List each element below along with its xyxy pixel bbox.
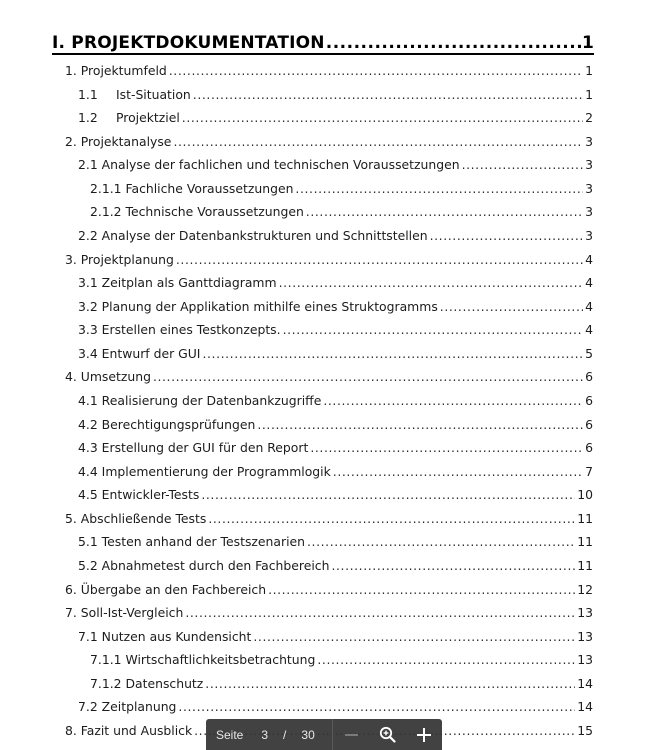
toc-entry-page: 3	[585, 204, 593, 220]
toc-entry[interactable]	[78, 224, 593, 248]
toc-entry-page: 1	[585, 86, 593, 102]
toc-entry[interactable]	[78, 271, 593, 295]
minus-icon	[345, 734, 358, 736]
toc-entry-title: Soll-Ist-Vergleich	[80, 605, 184, 621]
toc-entry-number: 7.	[65, 605, 77, 621]
dot-leader	[169, 59, 583, 83]
toc-entry[interactable]	[90, 672, 593, 696]
toc-entry-number: 2.2	[78, 227, 98, 243]
toc-entry-title: Projektplanung	[80, 251, 174, 267]
toc-entry-number: 4.5	[78, 487, 98, 503]
toc-entry-title: Nutzen aus Kundensicht	[101, 628, 252, 644]
toc-entry-number: 4.1	[78, 392, 98, 408]
dot-leader	[310, 436, 583, 460]
toc-entry-number: 6.	[65, 581, 77, 597]
zoom-out-button[interactable]	[336, 723, 366, 747]
toc-entry-number: 1.2	[78, 110, 98, 126]
toc-entry-page: 14	[577, 699, 593, 715]
toc-entry-number: 7.1	[78, 628, 98, 644]
toc-entry[interactable]	[78, 530, 593, 554]
magnifier-plus-icon	[379, 726, 396, 743]
toc-heading-page: 1	[581, 33, 594, 53]
toc-entry-page: 1	[585, 63, 593, 78]
toc-entry-page: 13	[577, 652, 593, 668]
toc-entry-title: Zeitplan als Ganttdiagramm	[101, 275, 277, 291]
toc-entry-number: 3.1	[78, 275, 98, 291]
toc-entry-title: Wirtschaftlichkeitsbetrachtung	[125, 652, 316, 668]
toc-entry-title: Erstellen eines Testkonzepts.	[101, 322, 281, 338]
toc-entry-page: 4	[585, 322, 593, 338]
toc-entry-number: 4.4	[78, 463, 98, 479]
toc-entry-number: 3.2	[78, 298, 98, 314]
pdf-viewer-toolbar	[206, 719, 442, 750]
toc-entry-page: 13	[577, 628, 593, 644]
toc-entry[interactable]	[65, 130, 593, 154]
toc-entry-title: Testen anhand der Testszenarien	[101, 534, 305, 550]
toc-entry[interactable]	[78, 436, 593, 460]
toc-entry-page: 6	[585, 392, 593, 408]
toc-entry[interactable]	[90, 648, 593, 672]
dot-leader	[176, 248, 583, 272]
toc-entry[interactable]	[78, 554, 593, 578]
toc-entry[interactable]	[78, 106, 593, 130]
toc-entry-title: Analyse der Datenbankstrukturen und Schnittstellen	[101, 227, 428, 243]
toc-entry-title: Planung der Applikation mithilfe eines Struktogramms	[101, 298, 438, 314]
toc-entry-number: 4.2	[78, 416, 98, 432]
dot-leader	[295, 177, 583, 201]
toc-entry[interactable]	[65, 578, 593, 602]
toc-entry[interactable]	[78, 695, 593, 719]
dot-leader	[185, 601, 575, 625]
dot-leader	[201, 483, 575, 507]
toc-entry-number: 5.2	[78, 557, 98, 573]
toc-entry-page: 14	[577, 675, 593, 691]
toc-entry-number: 7.2	[78, 699, 98, 715]
toc-entry-number: 2.1.2	[90, 204, 122, 220]
toc-entry[interactable]	[78, 83, 593, 107]
dot-leader	[333, 460, 583, 484]
dot-leader	[440, 295, 583, 319]
toc-entry-number: 3.4	[78, 345, 98, 361]
toc-entry-page: 13	[577, 605, 593, 621]
current-page-input[interactable]: 3	[261, 727, 269, 742]
toc-entry-page: 4	[585, 298, 593, 314]
toc-entry-page: 11	[577, 557, 593, 573]
toc-entry[interactable]	[90, 177, 593, 201]
page-indicator	[206, 719, 333, 750]
toc-entry-title: Implementierung der Programmlogik	[101, 463, 331, 479]
toc-entry[interactable]	[78, 295, 593, 319]
toc-entry-page: 6	[585, 369, 593, 385]
total-pages: 30	[301, 727, 315, 742]
dot-leader	[306, 200, 583, 224]
toc-entry-number: 2.1	[78, 157, 98, 173]
toc-entry-title: Entwickler-Tests	[101, 487, 200, 503]
toc-entry[interactable]	[78, 342, 593, 366]
toc-entry-page: 3	[585, 133, 593, 149]
toc-entry-number: 7.1.1	[90, 652, 122, 668]
toc-entry[interactable]	[78, 389, 593, 413]
toc-entry-title: Datenschutz	[125, 675, 204, 691]
dot-leader	[462, 153, 584, 177]
dot-leader	[208, 507, 575, 531]
toc-entry[interactable]	[65, 365, 593, 389]
toc-entry[interactable]	[78, 413, 593, 437]
dot-leader	[283, 318, 584, 342]
dot-leader	[202, 342, 583, 366]
dot-leader	[326, 33, 581, 53]
toc-entry[interactable]	[65, 248, 593, 272]
toc-entry-title: Erstellung der GUI für den Report	[101, 440, 309, 456]
toc-entry[interactable]	[65, 59, 593, 83]
dot-leader	[205, 672, 575, 696]
toc-entry-number: 2.1.1	[90, 180, 122, 196]
page-separator: /	[283, 727, 287, 742]
dot-leader	[323, 389, 583, 413]
toc-entry-page: 10	[577, 487, 593, 503]
toc-entry-page: 3	[585, 157, 593, 173]
dot-leader	[331, 554, 575, 578]
dot-leader	[193, 83, 583, 107]
toc-entry-title: Realisierung der Datenbankzugriffe	[101, 392, 322, 408]
toc-entry[interactable]	[65, 507, 593, 531]
zoom-controls	[333, 719, 442, 750]
toc-entry-title: Projektumfeld	[80, 63, 167, 78]
dot-leader	[253, 625, 575, 649]
toc-entry-title: Projektziel	[116, 110, 180, 126]
toc-entry[interactable]	[78, 625, 593, 649]
toc-entry-page: 4	[585, 275, 593, 291]
toc-entry-page: 15	[577, 722, 593, 738]
toc-entry-page: 6	[585, 416, 593, 432]
toc-entry-number: 4.	[65, 369, 77, 385]
dot-leader	[182, 106, 583, 130]
toc-entry[interactable]	[78, 460, 593, 484]
toc-entry[interactable]	[78, 318, 593, 342]
toc-entry-number: 1.1	[78, 86, 98, 102]
toc-entry-number: 4.3	[78, 440, 98, 456]
toc-entry-title: Zeitplanung	[101, 699, 177, 715]
dot-leader	[430, 224, 584, 248]
dot-leader	[257, 413, 583, 437]
toc-entry-number: 3.	[65, 251, 77, 267]
toc-entry-number: 3.3	[78, 322, 98, 338]
toc-entry-title: Fazit und Ausblick	[80, 722, 193, 738]
toc-entry-page: 11	[577, 534, 593, 550]
toc-entry[interactable]	[65, 601, 593, 625]
toc-entry-title: Ist-Situation	[116, 86, 191, 102]
toc-entry-title: Fachliche Voraussetzungen	[125, 180, 294, 196]
toc-entry[interactable]	[78, 153, 593, 177]
toc-entry-page: 12	[577, 581, 593, 597]
toc-entry-title: Abnahmetest durch den Fachbereich	[101, 557, 330, 573]
toc-entry-number: 1.	[65, 63, 77, 78]
toc-entry[interactable]	[90, 200, 593, 224]
dot-leader	[307, 530, 575, 554]
toc-entry-page: 3	[585, 227, 593, 243]
toc-entry-page: 6	[585, 440, 593, 456]
dot-leader	[173, 130, 583, 154]
toc-entry-title: Projektanalyse	[80, 133, 172, 149]
toc-entry-page: 5	[585, 345, 593, 361]
toc-entry[interactable]	[78, 483, 593, 507]
dot-leader	[178, 695, 575, 719]
toc-entry-number: 5.1	[78, 534, 98, 550]
toc-entry-title: Übergabe an den Fachbereich	[80, 581, 267, 597]
toc-entry-title: Entwurf der GUI	[101, 345, 201, 361]
dot-leader	[317, 648, 575, 672]
toc-heading[interactable]	[52, 31, 594, 55]
toc-heading-title: I. PROJEKTDOKUMENTATION	[52, 33, 325, 53]
toc-entry-number: 7.1.2	[90, 675, 122, 691]
toc-entry-title: Technische Voraussetzungen	[125, 204, 304, 220]
dot-leader	[153, 365, 583, 389]
toc-entry-number: 2.	[65, 133, 77, 149]
toc-entry-title: Berechtigungsprüfungen	[101, 416, 256, 432]
toc-entry-title: Analyse der fachlichen und technischen Voraussetzungen	[101, 157, 460, 173]
zoom-button[interactable]	[372, 723, 402, 747]
toc-entry-number: 5.	[65, 510, 77, 526]
plus-icon	[417, 728, 431, 742]
toc-entry-page: 4	[585, 251, 593, 267]
dot-leader	[279, 271, 584, 295]
toc-entry-page: 3	[585, 180, 593, 196]
toc-entry-title: Abschließende Tests	[80, 510, 207, 526]
dot-leader	[268, 578, 575, 602]
toc-entry-page: 2	[585, 110, 593, 126]
toc-entry-number: 8.	[65, 722, 77, 738]
zoom-in-button[interactable]	[409, 723, 439, 747]
toc-entry-page: 11	[577, 510, 593, 526]
page-label: Seite	[216, 727, 244, 742]
toc-entry-title: Umsetzung	[80, 369, 151, 385]
toc-entry-page: 7	[585, 463, 593, 479]
